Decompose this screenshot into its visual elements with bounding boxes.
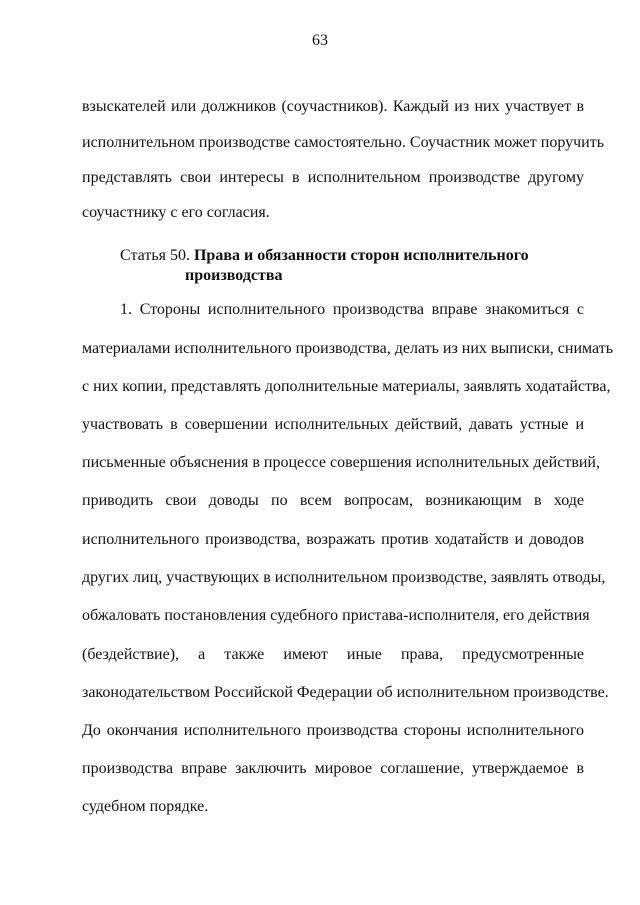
article-number: Статья 50.: [120, 247, 190, 264]
paragraph-line: (бездействие), а также имеют иные права, предусмотренные: [82, 646, 584, 663]
paragraph-line: взыскателей или должников (соучастников). Каждый из них участвует в: [82, 98, 584, 115]
article-title-continuation: производства: [185, 267, 283, 284]
paragraph-line: с них копии, представлять дополнительные материалы, заявлять ходатайства,: [82, 378, 611, 395]
paragraph-line: других лиц, участвующих в исполнительном производстве, заявлять отводы,: [82, 569, 606, 586]
page-number: 63: [312, 32, 328, 49]
article-title: Права и обязанности сторон исполнительного: [193, 247, 529, 264]
paragraph-line: приводить свои доводы по всем вопросам, возникающим в ходе: [82, 492, 584, 509]
paragraph-line: исполнительного производства, возражать против ходатайств и доводов: [82, 531, 584, 548]
paragraph-line: обжаловать постановления судебного пристава-исполнителя, его действия: [82, 607, 590, 624]
paragraph-line: 1. Стороны исполнительного производства вправе знакомиться с: [120, 301, 584, 318]
paragraph-line: исполнительном производстве самостоятельно. Соучастник может поручить: [82, 134, 605, 151]
paragraph-line: До окончания исполнительного производства стороны исполнительного: [82, 722, 584, 739]
article-heading: [120, 246, 560, 286]
paragraph-line: законодательством Российской Федерации об исполнительном производстве.: [82, 684, 609, 701]
paragraph-line: материалами исполнительного производства, делать из них выписки, снимать: [82, 340, 614, 357]
paragraph-line: соучастнику с его согласия.: [82, 204, 270, 221]
paragraph-line: участвовать в совершении исполнительных действий, давать устные и: [82, 416, 584, 433]
paragraph-line: судебном порядке.: [82, 798, 209, 815]
paragraph-line: письменные объяснения в процессе совершения исполнительных действий,: [82, 454, 600, 471]
paragraph-line: представлять свои интересы в исполнительном производстве другому: [82, 169, 584, 186]
paragraph-line: производства вправе заключить мировое соглашение, утверждаемое в: [82, 760, 584, 777]
